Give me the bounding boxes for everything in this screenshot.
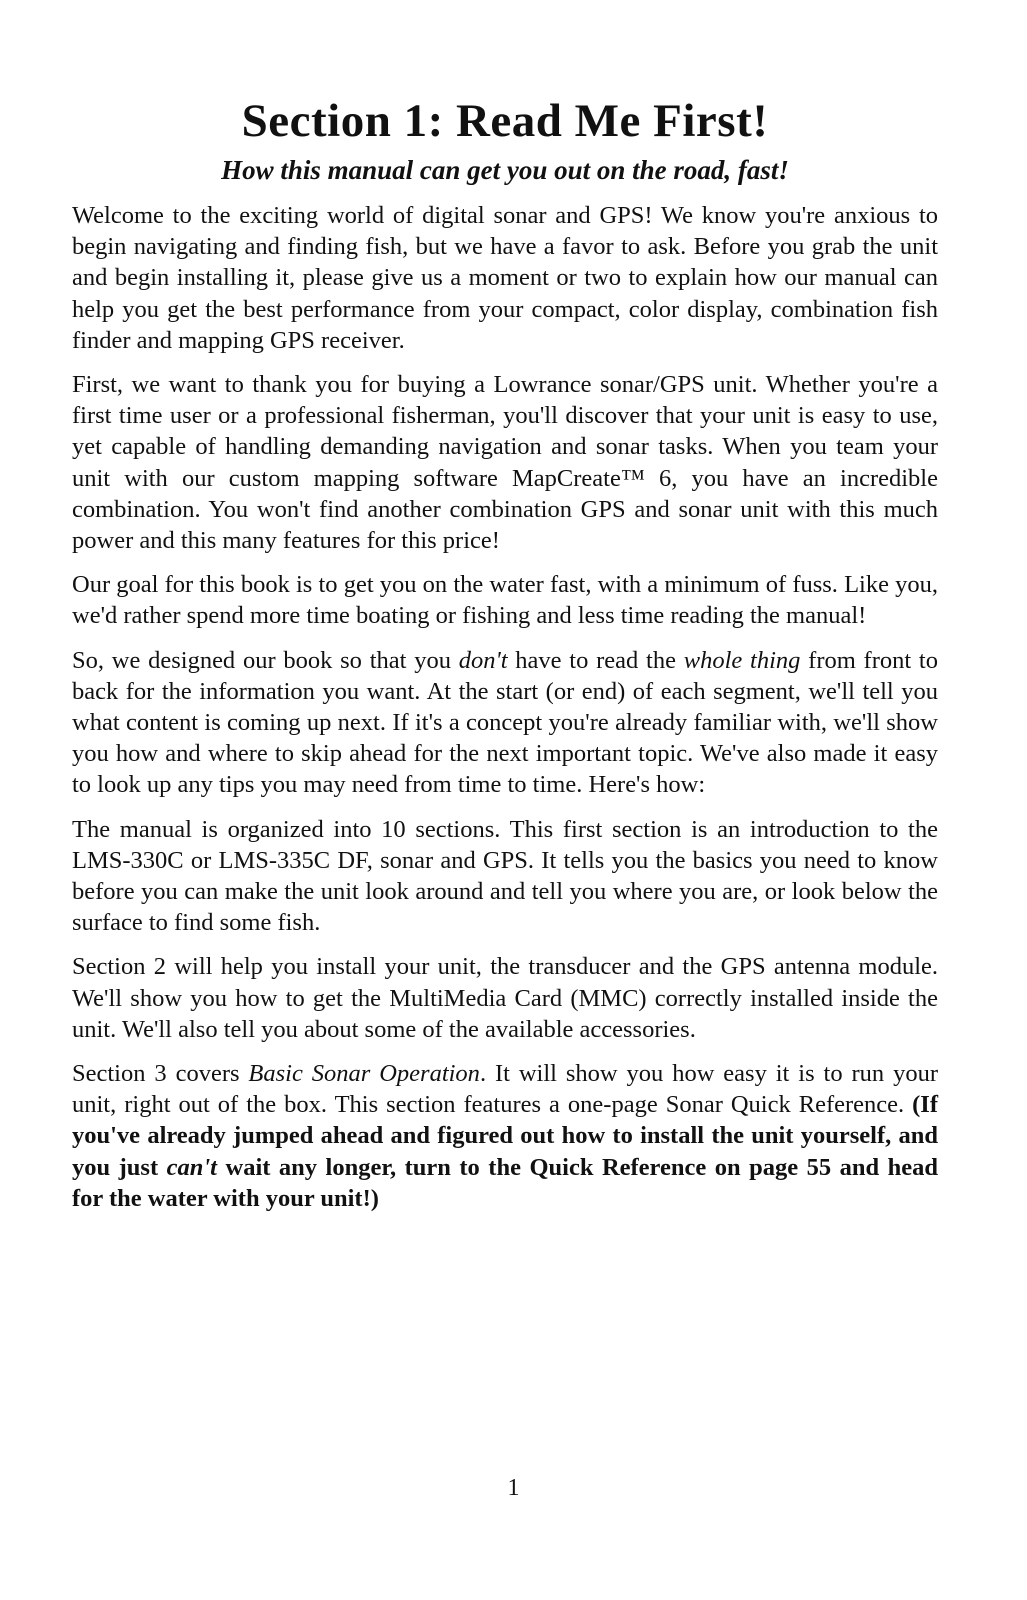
paragraph-text: Section 3 covers xyxy=(72,1060,249,1088)
paragraph-text: . It will show you how easy it is to run your unit, right out of the box. This section features a one-page Sonar Quick Reference. xyxy=(72,1060,938,1119)
paragraph-design xyxy=(72,645,938,801)
paragraph-section-3 xyxy=(72,1058,938,1214)
manual-page xyxy=(72,92,938,1227)
paragraph-thanks xyxy=(72,369,938,556)
bold-callout-emphasis xyxy=(167,1154,217,1181)
paragraph-organization xyxy=(72,814,938,939)
paragraph-text: First, we want to thank you for buying a Lowrance sonar/GPS unit. Whether you're a first time user or a professional fisherman, you'll discover that your unit is easy to use, yet capable of handling demanding navigation and sonar tasks. When you team your unit with our custom mapping software MapCreate™ 6, you have an incredible combination. You won't find another combination GPS and sonar unit with this much power and this many features for this price! xyxy=(72,371,938,555)
paragraph-text: Our goal for this book is to get you on the water fast, with a minimum of fuss. Like you, we'd rather spend more time boating or fishing and less time reading the manual! xyxy=(72,571,938,630)
paragraph-text: So, we designed our book so that you xyxy=(72,646,459,674)
emphasis-text: don't xyxy=(458,646,508,674)
paragraph-text: Section 2 will help you install your unit, the transducer and the GPS antenna module. We'll show you how to get the MultiMedia Card (MMC) correctly installed inside the unit. We'll also tell you about some of the available accessories. xyxy=(72,953,938,1043)
paragraph-welcome xyxy=(72,200,938,356)
paragraph-section-2 xyxy=(72,951,938,1045)
bold-italic-text: can't xyxy=(166,1153,217,1181)
section-title: Section 1: Read Me First! xyxy=(241,95,769,147)
section-subtitle: How this manual can get you out on the road, fast! xyxy=(221,155,789,185)
bold-callout-text: wait any longer, turn to the Quick Reference on page 55 and head for the water with your unit!) xyxy=(72,1153,939,1212)
paragraph-text: Welcome to the exciting world of digital sonar and GPS! We know you're anxious to begin navigating and finding fish, but we have a favor to ask. Before you grab the unit and begin installing it, please give us a moment or two to explain how our manual can help you get the best performance from your compact, color display, combination fish finder and mapping GPS receiver. xyxy=(72,202,938,354)
bold-callout-text: (If you've already jumped ahead and figured out how to install the unit yourself, and you just xyxy=(72,1091,938,1181)
paragraph-text: from front to back for the information you want. At the start (or end) of each segment, we'll tell you what content is coming up next. If it's a concept you're already familiar with, we'll show you how and where to skip ahead for the next important topic. We've also made it easy to look up any tips you may need from time to time. Here's how: xyxy=(72,646,938,799)
paragraph-goal xyxy=(72,569,938,631)
emphasis-text: whole thing xyxy=(683,646,801,674)
paragraph-text: have to read the xyxy=(507,646,684,674)
paragraph-text: The manual is organized into 10 sections. This first section is an introduction to the LMS-330C or LMS-335C DF, sonar and GPS. It tells you the basics you need to know before you can make the unit look around and tell you where you are, or look below the surface to find some fish. xyxy=(72,815,938,937)
page-number: 1 xyxy=(507,1475,520,1501)
emphasis-text: Basic Sonar Operation xyxy=(248,1060,480,1088)
